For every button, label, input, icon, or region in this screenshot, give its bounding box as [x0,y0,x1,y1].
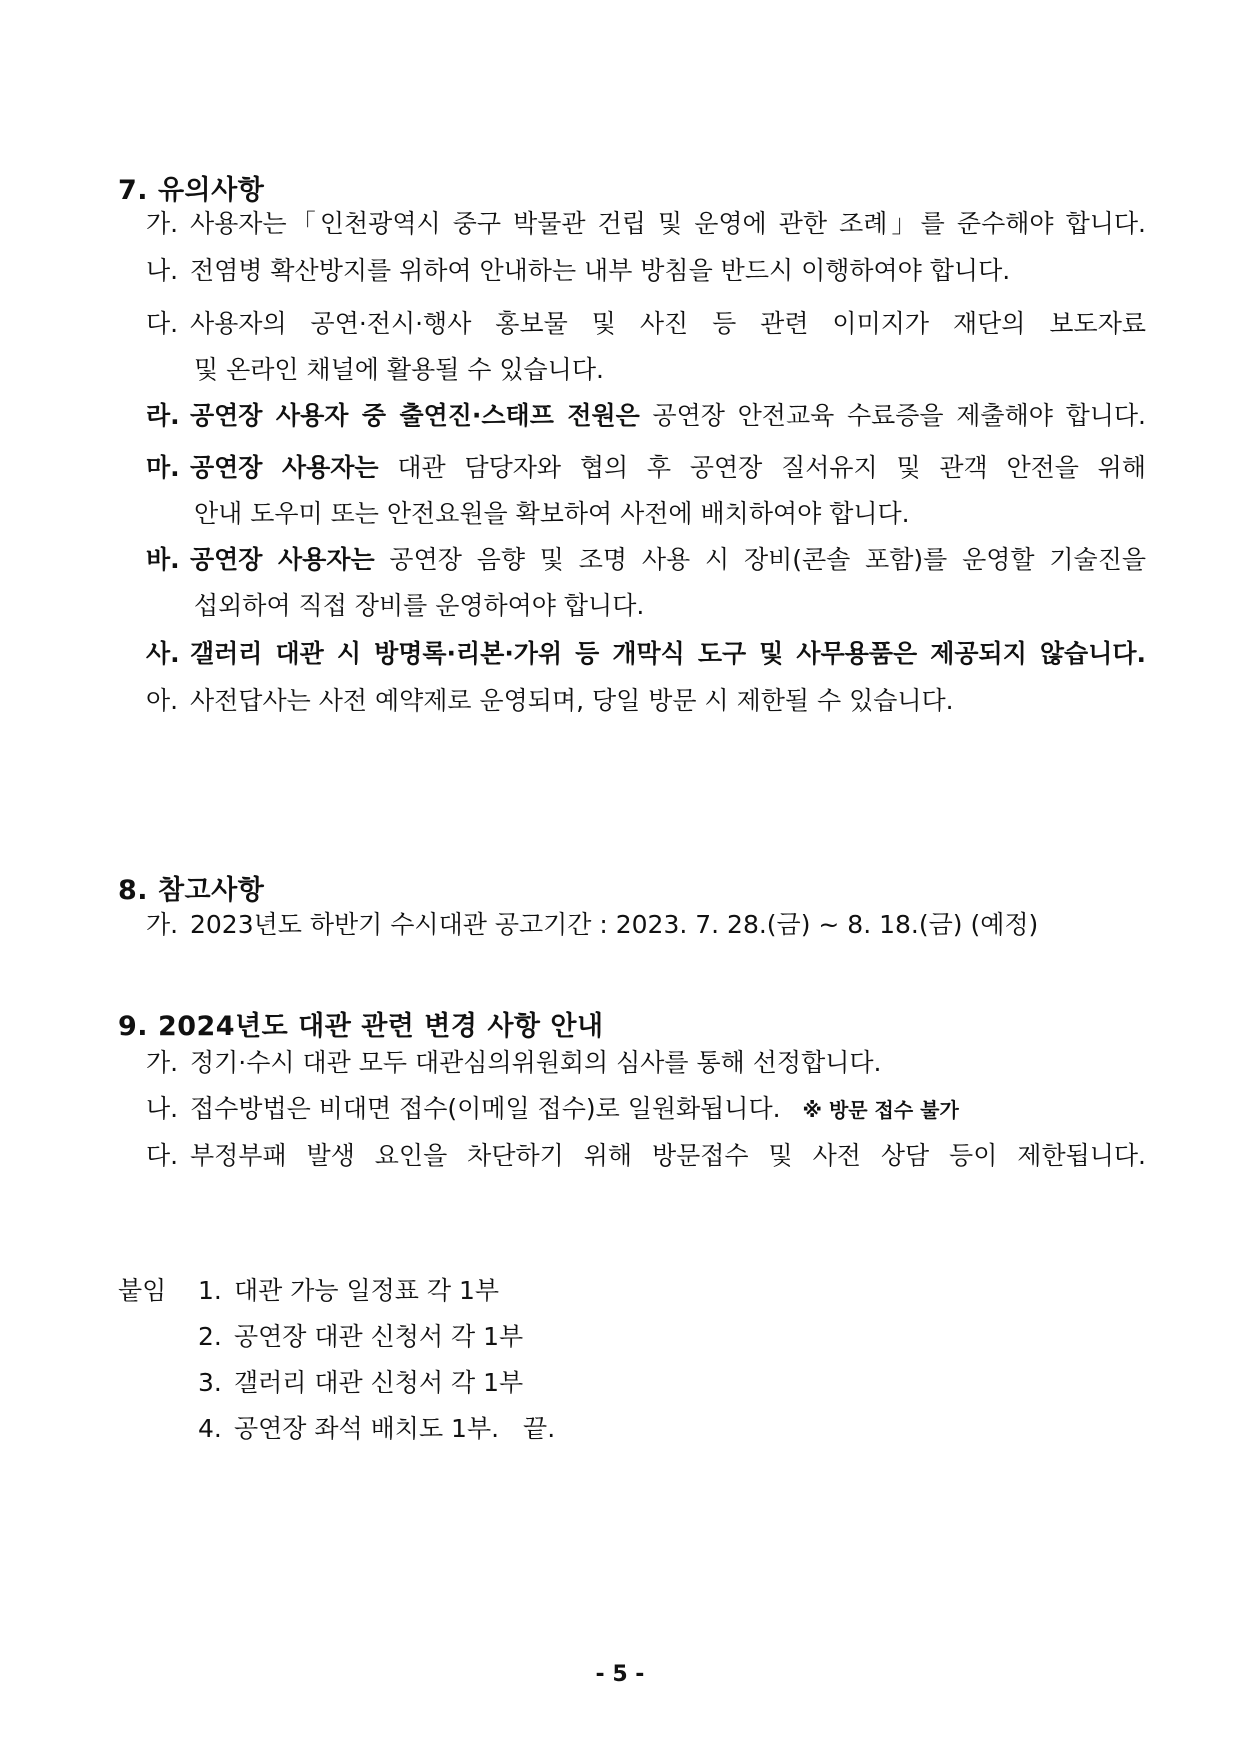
attachments-label: 붙임 [118,1276,167,1305]
s7-item-ba-continuation: 섭외하여 직접 장비를 운영하여야 합니다. [194,591,645,620]
item-marker: 다. [146,309,179,338]
attachment-number: 3. [198,1368,222,1397]
s7-item-ba [146,537,1146,583]
attachment-item [198,1360,523,1406]
s7-item-ma [146,445,1146,491]
item-marker: 바. [146,545,180,574]
item-marker: 나. [146,256,179,285]
item-bold-text: 공연장 사용자는 [190,453,379,482]
item-note: ※ 방문 접수 불가 [802,1098,959,1122]
attachment-number: 1. [198,1276,222,1305]
item-marker: 가. [146,1048,179,1077]
attachment-item [198,1268,499,1314]
item-text: 사용자는「인천광역시 중구 박물관 건립 및 운영에 관한 조례」를 준수해야 합니다. [190,209,1146,238]
item-bold-text: 공연장 사용자는 [190,545,375,574]
item-marker: 다. [146,1141,179,1170]
item-bold-text: 공연장 사용자 중 출연진·스태프 전원은 [190,401,640,430]
section-9-title: 9. 2024년도 대관 관련 변경 사항 안내 [118,1011,604,1042]
item-text: 접수방법은 비대면 접수(이메일 접수)로 일원화됩니다. [190,1094,781,1123]
item-text: 전염병 확산방지를 위하여 안내하는 내부 방침을 반드시 이행하여야 합니다. [190,256,1011,285]
item-text: 사용자의 공연·전시·행사 홍보물 및 사진 등 관련 이미지가 재단의 보도자료 [190,309,1146,338]
item-text: 사전답사는 사전 예약제로 운영되며, 당일 방문 시 제한될 수 있습니다. [190,686,954,715]
s7-item-da-continuation: 및 온라인 채널에 활용될 수 있습니다. [194,355,604,384]
s7-item-na [146,248,1146,294]
attachment-text: 공연장 대관 신청서 각 1부 [234,1322,524,1351]
s7-item-ga [146,201,1146,247]
item-text: 부정부패 발생 요인을 차단하기 위해 방문접수 및 사전 상담 등이 제한됩니다. [190,1141,1146,1170]
item-marker: 나. [146,1094,179,1123]
item-marker: 가. [146,910,179,939]
item-text: 2023년도 하반기 수시대관 공고기간 : 2023. 7. 28.(금) ~ 8. 18.(금) (예정) [190,910,1039,939]
s7-item-ra [146,393,1146,439]
item-marker: 마. [146,453,180,482]
end-mark: 끝. [523,1414,556,1443]
s7-item-sa [146,631,1146,677]
s9-item-ga [146,1040,1146,1086]
section-7-title: 7. 유의사항 [118,175,265,206]
attachment-text: 대관 가능 일정표 각 1부 [234,1276,500,1305]
s9-item-da [146,1133,1146,1179]
attachment-item [198,1406,555,1452]
attachment-item [198,1314,523,1360]
item-text: 공연장 음향 및 조명 사용 시 장비(콘솔 포함)를 운영할 기술진을 [374,545,1146,574]
item-marker: 가. [146,209,179,238]
s9-item-na [146,1086,1146,1133]
item-text: 정기·수시 대관 모두 대관심의위원회의 심사를 통해 선정합니다. [190,1048,882,1077]
item-text: 공연장 안전교육 수료증을 제출해야 합니다. [639,401,1146,430]
s7-item-ma-continuation: 안내 도우미 또는 안전요원을 확보하여 사전에 배치하여야 합니다. [194,499,910,528]
page-number: - 5 - [595,1662,645,1687]
section-8-title: 8. 참고사항 [118,875,265,906]
item-text: 대관 담당자와 협의 후 공연장 질서유지 및 관객 안전을 위해 [378,453,1146,482]
s7-item-da [146,301,1146,347]
attachment-text: 공연장 좌석 배치도 1부. [234,1414,500,1443]
item-marker: 사. [146,639,180,668]
attachment-number: 2. [198,1322,222,1351]
s7-item-a [146,678,1146,724]
item-bold-text: 갤러리 대관 시 방명록·리본·가위 등 개막식 도구 및 사무용품은 제공되지 않습니다. [190,639,1146,668]
item-marker: 아. [146,686,179,715]
attachment-text: 갤러리 대관 신청서 각 1부 [234,1368,524,1397]
s8-item-ga [146,902,1146,948]
attachment-number: 4. [198,1414,222,1443]
item-marker: 라. [146,401,180,430]
